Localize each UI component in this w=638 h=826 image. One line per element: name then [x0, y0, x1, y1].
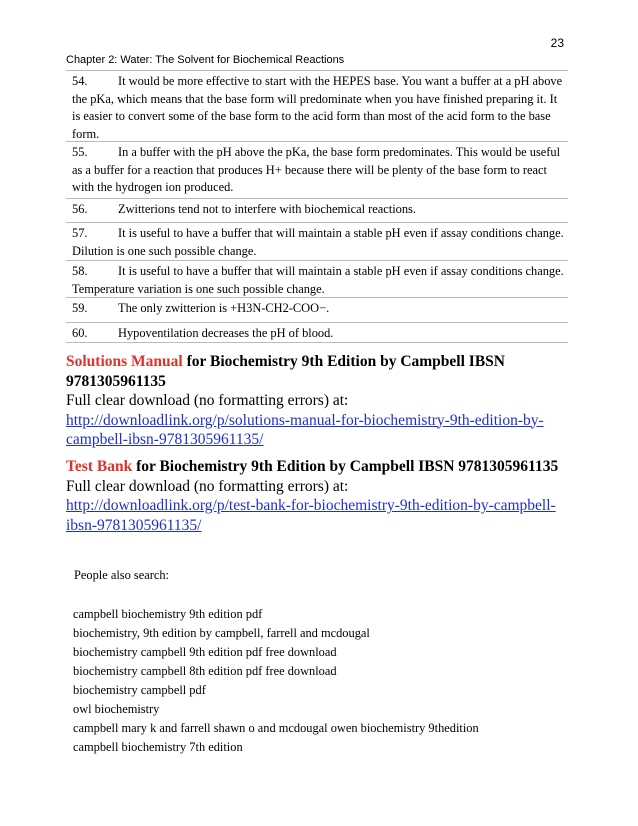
answer-56: [66, 198, 568, 219]
test-bank-link[interactable]: http://downloadlink.org/p/test-bank-for-biochemistry-9th-edition-by-campbell-ibsn-9781305961135/: [66, 497, 556, 534]
chapter-header: Chapter 2: Water: The Solvent for Biochemical Reactions: [66, 54, 345, 66]
promo-title: for Biochemistry 9th Edition by Campbell IBSN 9781305961135: [66, 353, 505, 390]
solutions-manual-link[interactable]: http://downloadlink.org/p/solutions-manual-for-biochemistry-9th-edition-by-campbell-ibsn-9781305961135/: [66, 411, 544, 448]
answer-60: [66, 322, 568, 343]
answer-number: 59.: [72, 301, 88, 315]
answer-number: 56.: [72, 202, 88, 216]
answer-58: [66, 260, 568, 298]
answer-text: It is useful to have a buffer that will maintain a stable pH even if assay conditions change. Temperature variation is one such possible change.: [72, 264, 564, 296]
answer-text: The only zwitterion is +H3N-CH2-COO−.: [118, 301, 330, 315]
search-suggestion: biochemistry, 9th edition by campbell, farrell and mcdougal: [73, 626, 370, 640]
people-also-search-label: People also search:: [74, 568, 169, 582]
answer-number: 55.: [72, 145, 88, 159]
answer-number: 57.: [72, 226, 88, 240]
promo-label: Solutions Manual: [66, 353, 183, 370]
promo-heading: [66, 457, 576, 477]
search-suggestion: biochemistry campbell 9th edition pdf free download: [73, 645, 337, 659]
promo-subtitle: Full clear download (no formatting errors) at:: [66, 392, 349, 409]
answer-59: [66, 297, 568, 318]
test-bank-promo: [66, 457, 576, 535]
search-suggestion: biochemistry campbell 8th edition pdf free download: [73, 664, 337, 678]
answer-number: 54.: [72, 74, 88, 88]
promo-heading: [66, 352, 576, 391]
answer-text: Hypoventilation decreases the pH of blood.: [118, 326, 334, 340]
search-suggestion: biochemistry campbell pdf: [73, 683, 206, 697]
answer-54: [66, 70, 568, 143]
answer-text: In a buffer with the pH above the pKa, the base form predominates. This would be useful as a buffer for a reaction that produces H+ because there will be plenty of the base form to react with the hydrogen ion produced.: [72, 145, 561, 194]
solutions-manual-promo: [66, 352, 576, 450]
promo-title: for Biochemistry 9th Edition by Campbell IBSN 9781305961135: [132, 458, 559, 475]
table-bottom-border: [66, 342, 568, 343]
answer-text: Zwitterions tend not to interfere with biochemical reactions.: [118, 202, 416, 216]
answer-text: It would be more effective to start with the HEPES base. You want a buffer at a pH above the pKa, which means that the base form will predominate when you have finished preparing it. It is easier to convert some of the base form to the acid form than most of the acid form to the base form.: [72, 74, 563, 141]
promo-subtitle: Full clear download (no formatting errors) at:: [66, 477, 349, 495]
search-suggestion: campbell biochemistry 7th edition: [73, 740, 243, 754]
promo-label: Test Bank: [66, 458, 133, 475]
answer-55: [66, 141, 568, 197]
search-suggestions-list: [73, 605, 479, 757]
answer-number: 58.: [72, 264, 88, 278]
answer-57: [66, 222, 568, 260]
answer-text: It is useful to have a buffer that will maintain a stable pH even if assay conditions change. Dilution is one such possible change.: [72, 226, 564, 258]
search-suggestion: campbell mary k and farrell shawn o and mcdougal owen biochemistry 9thedition: [73, 721, 479, 735]
answer-number: 60.: [72, 326, 88, 340]
search-suggestion: owl biochemistry: [73, 702, 160, 716]
search-suggestion: campbell biochemistry 9th edition pdf: [73, 607, 263, 621]
page-number: 23: [550, 36, 564, 50]
